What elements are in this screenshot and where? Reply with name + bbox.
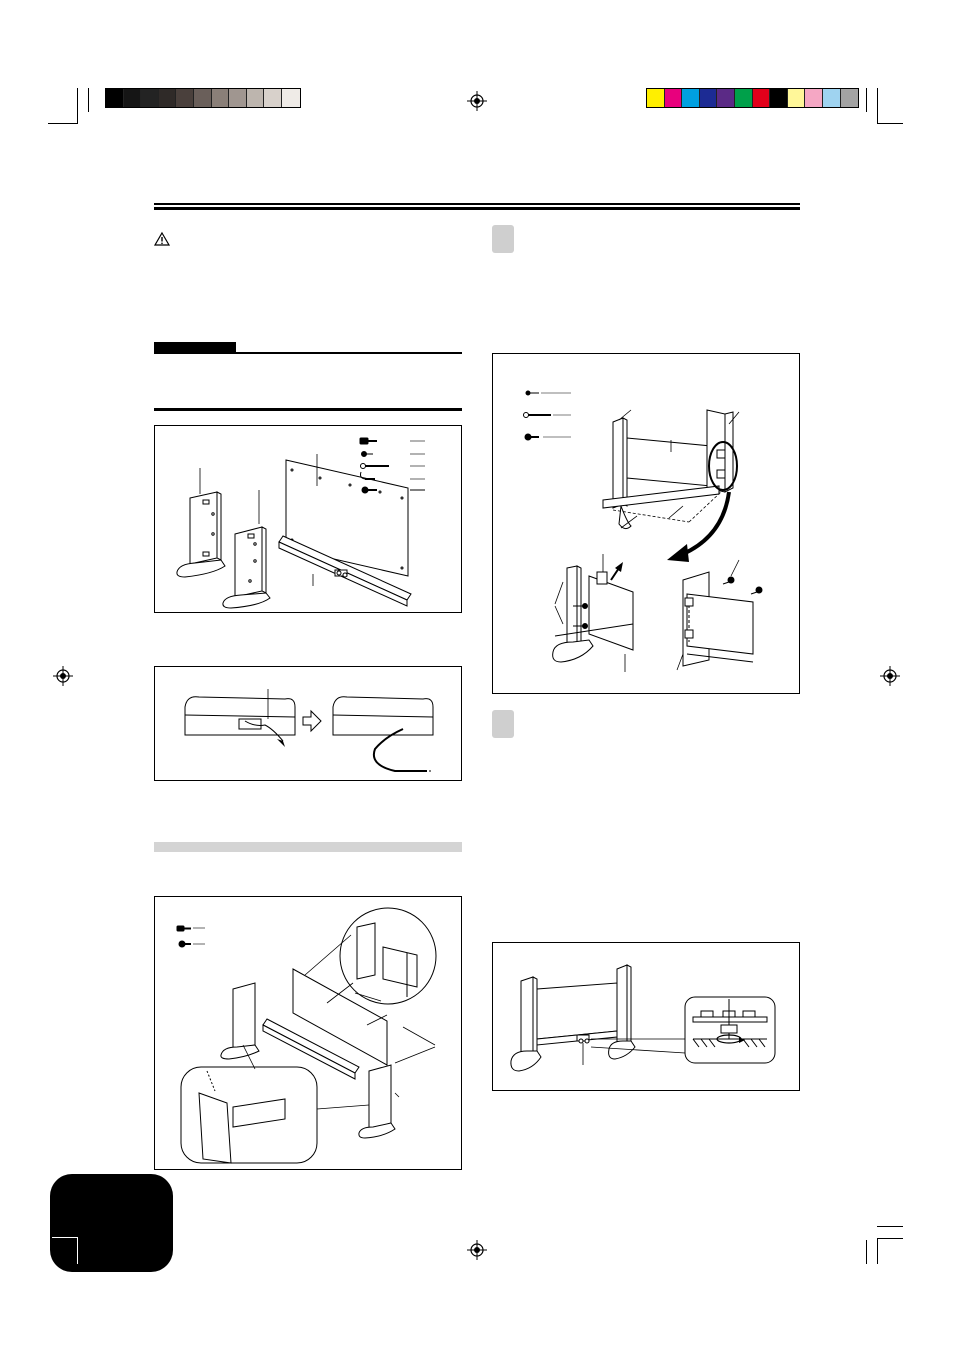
crop-mark [877, 1238, 903, 1239]
section-rule-thick [154, 408, 462, 411]
gray-swatch [247, 89, 265, 107]
color-swatch [682, 89, 700, 107]
side-panel-left [177, 492, 225, 577]
color-swatch [753, 89, 771, 107]
gray-swatch [141, 89, 159, 107]
assembly-illustration-1 [155, 897, 463, 1171]
crop-mark [877, 88, 878, 124]
crop-mark [77, 88, 78, 124]
outline-arrow-right-icon [303, 711, 321, 731]
crop-mark [77, 1237, 78, 1264]
registration-mark-icon [467, 1240, 487, 1260]
adjuster-figure [492, 942, 800, 1091]
gray-swatch [282, 89, 300, 107]
crop-mark [48, 123, 77, 124]
color-swatch [841, 89, 859, 107]
color-swatch [770, 89, 788, 107]
assembly-illustration-2 [493, 354, 801, 695]
gray-swatch [159, 89, 177, 107]
color-swatch [647, 89, 665, 107]
crop-mark [866, 88, 867, 112]
color-swatch [700, 89, 718, 107]
color-swatch [788, 89, 806, 107]
crop-mark [877, 123, 903, 124]
gray-swatch [212, 89, 230, 107]
parts-figure [154, 425, 462, 613]
color-swatch [823, 89, 841, 107]
gray-calibration-bar [105, 88, 301, 108]
parts-illustration [155, 426, 463, 614]
header-rule [154, 203, 800, 205]
gray-swatch [194, 89, 212, 107]
gray-swatch [124, 89, 142, 107]
step-badge [492, 225, 514, 253]
gray-swatch [176, 89, 194, 107]
warning-triangle-icon [154, 232, 170, 246]
gray-swatch [229, 89, 247, 107]
registration-mark-icon [467, 91, 487, 111]
color-swatch [665, 89, 683, 107]
crop-mark [877, 1226, 903, 1227]
adjuster-illustration [493, 943, 801, 1092]
crop-mark [88, 88, 89, 112]
section-bar [154, 842, 462, 852]
crop-mark [52, 1237, 78, 1238]
color-swatch [805, 89, 823, 107]
assembly-figure-1 [154, 896, 462, 1170]
gray-swatch [264, 89, 282, 107]
page-tab [50, 1174, 173, 1272]
color-swatch [717, 89, 735, 107]
color-swatch [735, 89, 753, 107]
color-calibration-bar [646, 88, 859, 108]
crop-mark [866, 1240, 867, 1264]
registration-mark-icon [880, 666, 900, 686]
crop-mark [877, 1238, 878, 1264]
cable-figure [154, 666, 462, 781]
registration-mark-icon [53, 666, 73, 686]
cable-illustration [155, 667, 463, 782]
assembly-figure-2 [492, 353, 800, 694]
step-badge [492, 710, 514, 738]
section-rule [154, 352, 462, 354]
header-rule-thick [154, 207, 800, 210]
side-panel-right [223, 527, 270, 608]
gray-swatch [106, 89, 124, 107]
